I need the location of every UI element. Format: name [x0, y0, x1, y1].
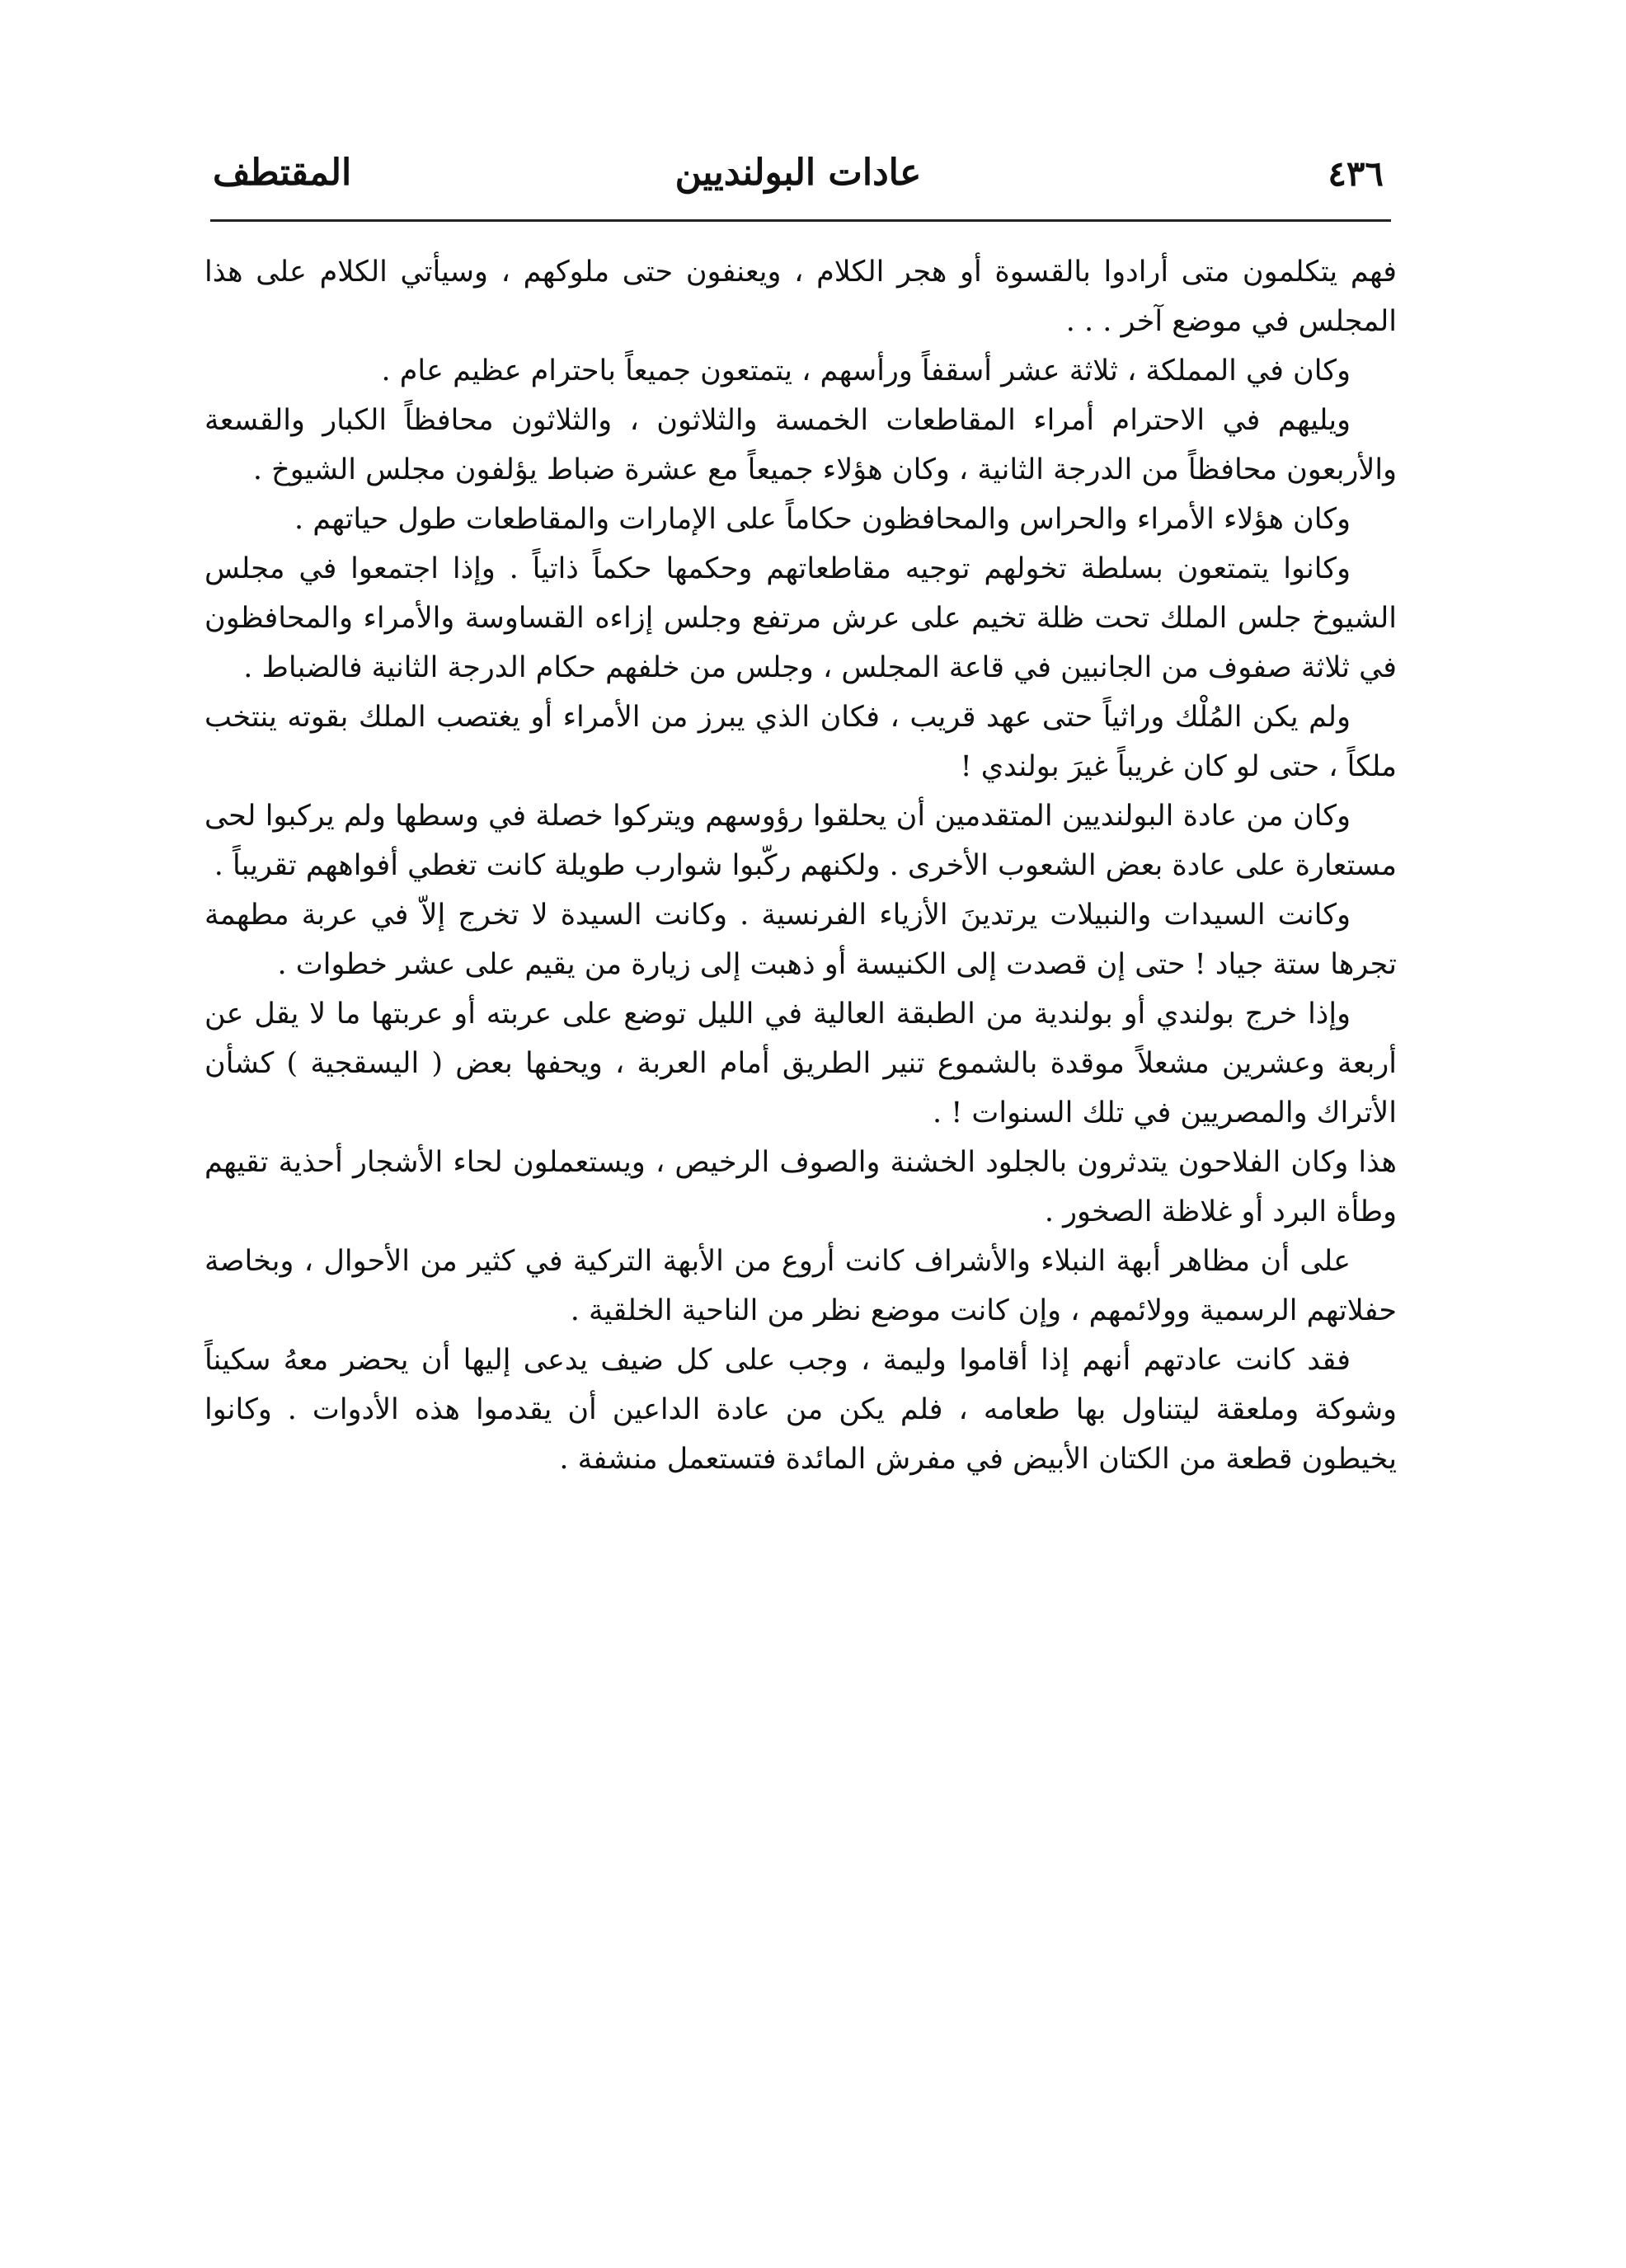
paragraph: وإذا خرج بولندي أو بولندية من الطبقة العالية في الليل توضع على عربته أو عربتها ما لا يقل عن أربعة وعشرين مشعلاً موقدة بالشموع تنير الطريق أمام العربة ، ويحفها بعض ( اليسقجية ) كشأن الأتراك والمصريين في تلك السنوات ! .	[204, 998, 1397, 1129]
paragraph: وكان هؤلاء الأمراء والحراس والمحافظون حكاماً على الإمارات والمقاطعات طول حياتهم .	[294, 503, 1351, 536]
paragraph: وكانوا يتمتعون بسلطة تخولهم توجيه مقاطعاتهم وحكمها حكماً ذاتياً . وإذا اجتمعوا في مجلس الشيوخ جلس الملك تحت ظلة تخيم على عرش مرتفع وجلس إزاءه القساوسة والأمراء والمحافظون في ثلاثة صفوف من الجانبين في قاعة المجلس ، وجلس من خلفهم حكام الدرجة الثانية فالضباط .	[204, 552, 1397, 684]
journal-name: المقتطف	[213, 152, 352, 194]
paragraph: فقد كانت عادتهم أنهم إذا أقاموا وليمة ، وجب على كل ضيف يدعى إليها أن يحضر معهُ سكيناً وشوكة وملعقة ليتناول بها طعامه ، فلم يكن من عادة الداعين أن يقدموا هذه الأدوات . وكانوا يخيطون قطعة من الكتان الأبيض في مفرش المائدة فتستعمل منشفة .	[204, 1344, 1397, 1476]
running-title: عادات البولنديين	[674, 152, 922, 194]
paragraph: وكان من عادة البولنديين المتقدمين أن يحلقوا رؤوسهم ويتركوا خصلة في وسطها ولم يركبوا لحى مستعارة على عادة بعض الشعوب الأخرى . ولكنهم ركّبوا شوارب طويلة كانت تغطي أفواههم تقريباً .	[204, 800, 1397, 882]
page-header	[213, 148, 1384, 214]
page-number: ٤٣٦	[1328, 153, 1384, 194]
paragraph: ولم يكن المُلْك وراثياً حتى عهد قريب ، فكان الذي يبرز من الأمراء أو يغتصب الملك بقوته ينتخب ملكاً ، حتى لو كان غريباً غيرَ بولندي !	[204, 701, 1397, 783]
paragraph: ويليهم في الاحترام أمراء المقاطعات الخمسة والثلاثون ، والثلاثون محافظاً الكبار والقسعة والأربعون محافظاً من الدرجة الثانية ، وكان هؤلاء جميعاً مع عشرة ضباط يؤلفون مجلس الشيوخ .	[204, 404, 1397, 486]
header-rule	[210, 219, 1391, 222]
paragraph: فهم يتكلمون متى أرادوا بالقسوة أو هجر الكلام ، ويعنفون حتى ملوكهم ، وسيأتي الكلام على هذا المجلس في موضع آخر . . .	[204, 256, 1397, 338]
paragraph: وكانت السيدات والنبيلات يرتدينَ الأزياء الفرنسية . وكانت السيدة لا تخرج إلاّ في عربة مطهمة تجرها ستة جياد ! حتى إن قصدت إلى الكنيسة أو ذهبت إلى زيارة من يقيم على عشر خطوات .	[204, 899, 1397, 981]
paragraph: هذا وكان الفلاحون يتدثرون بالجلود الخشنة والصوف الرخيص ، ويستعملون لحاء الأشجار أحذية تقيهم وطأة البرد أو غلاظة الصخور .	[204, 1146, 1397, 1228]
article-body	[204, 247, 1397, 1484]
paragraph: على أن مظاهر أبهة النبلاء والأشراف كانت أروع من الأبهة التركية في كثير من الأحوال ، وبخاصة حفلاتهم الرسمية وولائمهم ، وإن كانت موضع نظر من الناحية الخلقية .	[204, 1245, 1397, 1327]
paragraph: وكان في المملكة ، ثلاثة عشر أسقفاً ورأسهم ، يتمتعون جميعاً باحترام عظيم عام .	[381, 355, 1351, 387]
